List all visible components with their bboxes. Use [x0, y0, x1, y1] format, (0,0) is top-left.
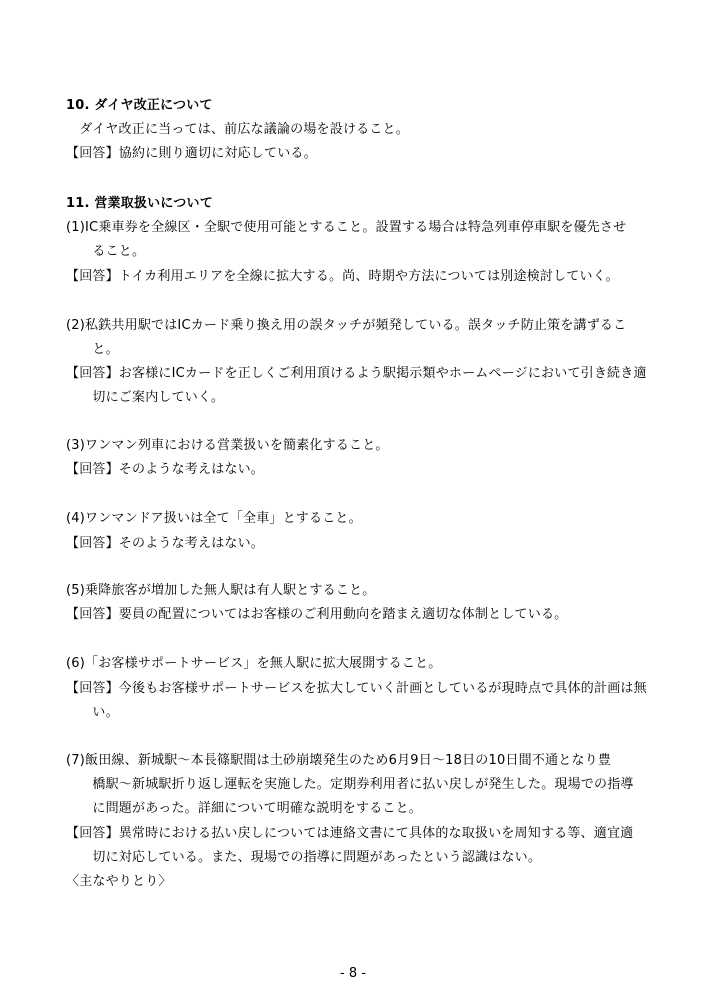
item-4-answer: 【回答】そのような考えはない。 — [66, 536, 265, 551]
item-7-answer: 【回答】異常時における払い戻しについては連絡文書にて具体的な取扱いを周知する等、適宜適 — [66, 826, 634, 841]
item-6-answer-cont: い。 — [66, 705, 119, 720]
item-5-text: (5)乗降旅客が増加した無人駅は有人駅とすること。 — [66, 583, 376, 598]
item-1-text-cont: ること。 — [66, 244, 146, 259]
item-6-answer: 【回答】今後もお客様サポートサービスを拡大していく計画としているが現時点で具体的計画は無 — [66, 681, 647, 696]
item-5-answer: 【回答】要員の配置についてはお客様のご利用動向を踏まえ適切な体制としている。 — [66, 607, 568, 622]
item-4-text: (4)ワンマンドア扱いは全て「全車」とすること。 — [66, 511, 362, 526]
item-2-text-cont: と。 — [66, 342, 119, 357]
item-7-text-cont-2: に問題があった。詳細について明確な説明をすること。 — [66, 801, 423, 816]
section-10-text: ダイヤ改正に当っては、前広な議論の場を設けること。 — [66, 122, 409, 137]
item-3-text: (3)ワンマン列車における営業扱いを簡素化すること。 — [66, 438, 389, 453]
item-2-answer: 【回答】お客様にICカードを正しくご利用頂けるよう駅掲示類やホームページにおいて引き続き適 — [66, 366, 647, 381]
main-exchanges-label: 〈主なやりとり〉 — [66, 874, 172, 889]
section-10-answer: 【回答】協約に則り適切に対応している。 — [66, 146, 317, 161]
item-2-text: (2)私鉄共用駅ではICカード乗り換え用の誤タッチが頻発している。誤タッチ防止策を講ずるこ — [66, 318, 627, 333]
item-7-text: (7)飯田線、新城駅～本長篠駅間は土砂崩壊発生のため6月9日～18日の10日間不通となり豊 — [66, 753, 612, 768]
item-1-answer: 【回答】トイカ利用エリアを全線に拡大する。尚、時期や方法については別途検討していく。 — [66, 269, 619, 284]
item-6-text: (6)「お客様サポートサービス」を無人駅に拡大展開すること。 — [66, 656, 442, 671]
item-7-text-cont-1: 橋駅～新城駅折り返し運転を実施した。定期券利用者に払い戻しが発生した。現場での指導 — [66, 777, 634, 792]
page-number: - 8 - — [340, 966, 366, 981]
item-3-answer: 【回答】そのような考えはない。 — [66, 462, 265, 477]
section-heading-10: 10. ダイヤ改正について — [66, 98, 213, 113]
section-heading-11: 11. 営業取扱いについて — [66, 196, 213, 211]
item-1-text: (1)IC乗車券を全線区・全駅で使用可能とすること。設置する場合は特急列車停車駅を優先させ — [66, 220, 627, 235]
item-7-answer-cont: 切に対応している。また、現場での指導に問題があったという認識はない。 — [66, 850, 542, 865]
item-2-answer-cont: 切にご案内していく。 — [66, 390, 225, 405]
